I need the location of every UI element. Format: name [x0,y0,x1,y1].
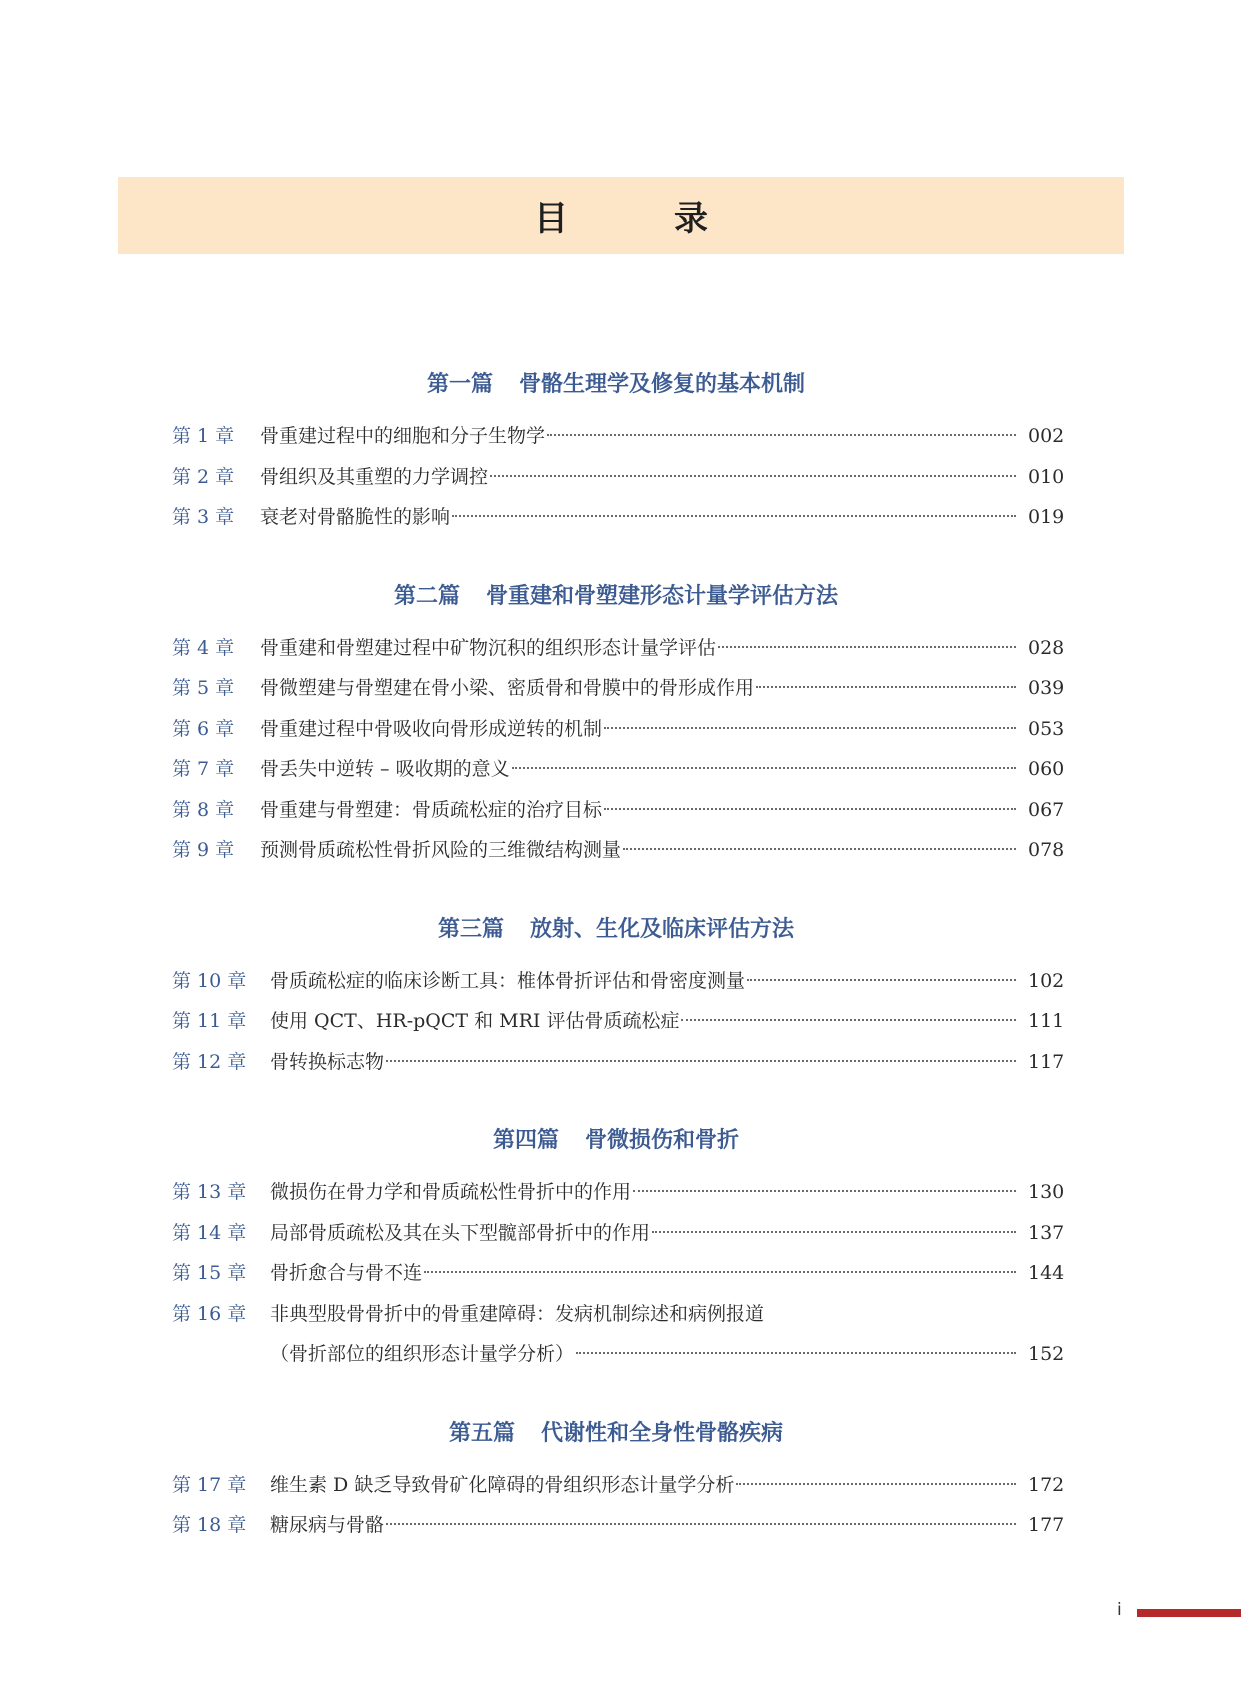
toc-title: 目 录 [534,199,744,239]
page-number: 130 [1028,1181,1065,1203]
chapter-title: 骨重建过程中骨吸收向骨形成逆转的机制 [260,717,603,740]
chapter-title: 骨重建过程中的细胞和分子生物学 [260,425,546,447]
page-number: 067 [1028,798,1065,821]
page-number: 152 [1028,1343,1065,1365]
toc-entry[interactable] [172,497,1065,538]
page-number: 111 [1028,1010,1065,1032]
chapter-label: 第 2 章 [172,465,235,488]
part-name: 骨重建和骨塑建形态计量学评估方法 [486,583,839,609]
toc-entry[interactable] [172,1465,1065,1506]
chapter-label: 第 5 章 [172,677,235,699]
chapter-title: 骨丢失中逆转 – 吸收期的意义 [260,758,510,780]
part-1 [172,362,1065,574]
leader-dots [452,515,1016,517]
footer-page-number: i [1117,1600,1122,1620]
page-number: 102 [1028,969,1065,992]
toc-entry[interactable] [172,1294,1060,1335]
chapter-title: 衰老对骨骼脆性的影响 [260,506,451,528]
leader-dots [512,767,1016,769]
chapter-label: 第 16 章 [172,1302,247,1325]
chapter-title: 使用 QCT、HR-pQCT 和 MRI 评估骨质疏松症 [270,1010,680,1032]
toc-entry[interactable] [172,790,1065,831]
page-number: 137 [1028,1221,1065,1244]
toc-title-band [118,177,1124,254]
toc-entry[interactable] [172,1213,1065,1254]
part-heading[interactable] [172,574,1060,620]
leader-dots [604,808,1016,810]
toc-entry[interactable] [172,1001,1065,1042]
leader-dots [736,1483,1016,1485]
leader-dots [623,848,1016,850]
chapter-label: 第 18 章 [172,1514,247,1536]
chapter-label: 第 7 章 [172,758,235,780]
part-5 [172,1411,1065,1546]
toc-entry[interactable] [172,1505,1065,1546]
page-number: 028 [1028,636,1065,659]
toc-entry-continuation[interactable] [172,1334,1065,1375]
toc-entry[interactable] [172,961,1065,1002]
leader-dots [747,979,1016,981]
chapter-title: 预测骨质疏松性骨折风险的三维微结构测量 [260,839,622,861]
page-number: 019 [1028,506,1065,528]
part-number: 第四篇 [492,1128,559,1153]
page-number: 172 [1028,1473,1065,1496]
part-4 [172,1118,1065,1411]
leader-dots [386,1060,1016,1062]
part-heading[interactable] [172,362,1060,408]
toc-entry[interactable] [172,628,1065,669]
chapter-label: 第 17 章 [172,1473,247,1496]
leader-dots [576,1352,1016,1354]
part-number: 第一篇 [426,372,493,397]
part-number: 第二篇 [393,583,460,609]
chapter-label: 第 13 章 [172,1181,247,1203]
leader-dots [633,1190,1016,1192]
part-number: 第五篇 [448,1420,515,1446]
chapter-title: 微损伤在骨力学和骨质疏松性骨折中的作用 [270,1181,632,1203]
chapter-title: 骨质疏松症的临床诊断工具：椎体骨折评估和骨密度测量 [270,969,746,992]
toc-entry[interactable] [172,457,1065,498]
toc-entry[interactable] [172,668,1065,709]
chapter-label: 第 10 章 [172,969,247,992]
leader-dots [490,475,1016,477]
part-2 [172,574,1065,907]
page-number: 144 [1028,1262,1065,1284]
part-name: 放射、生化及临床评估方法 [530,916,795,942]
part-heading[interactable] [172,1118,1060,1164]
page-number: 039 [1028,677,1065,699]
chapter-label: 第 8 章 [172,798,235,821]
leader-dots [604,727,1016,729]
chapter-title: 糖尿病与骨骼 [270,1514,385,1536]
page-number: 053 [1028,717,1065,740]
page-number: 117 [1028,1050,1065,1073]
toc-entry[interactable] [172,1253,1065,1294]
chapter-label: 第 1 章 [172,425,235,447]
part-spacer [172,1082,1060,1118]
part-spacer [172,538,1060,574]
chapter-title: 骨微塑建与骨塑建在骨小梁、密质骨和骨膜中的骨形成作用 [260,677,755,699]
part-heading[interactable] [172,1411,1060,1457]
leader-dots [756,686,1016,688]
page-number: 177 [1028,1514,1065,1536]
chapter-title: 骨重建与骨塑建：骨质疏松症的治疗目标 [260,798,603,821]
chapter-label: 第 11 章 [172,1010,247,1032]
part-spacer [172,871,1060,907]
part-name: 代谢性和全身性骨骼疾病 [541,1420,784,1446]
page-number: 078 [1028,839,1065,861]
part-heading[interactable] [172,907,1060,953]
chapter-label: 第 4 章 [172,636,235,659]
page-number: 060 [1028,758,1065,780]
chapter-label: 第 12 章 [172,1050,247,1073]
chapter-label: 第 9 章 [172,839,235,861]
toc-entry[interactable] [172,830,1065,871]
chapter-title: 骨转换标志物 [270,1050,385,1073]
chapter-label: 第 3 章 [172,506,235,528]
part-name: 骨微损伤和骨折 [585,1128,740,1153]
footer-accent-bar [1137,1609,1241,1617]
leader-dots [547,434,1016,436]
table-of-contents [172,362,1065,1546]
part-number: 第三篇 [437,916,504,942]
toc-entry[interactable] [172,709,1065,750]
part-3 [172,907,1065,1119]
chapter-title: 局部骨质疏松及其在头下型髋部骨折中的作用 [270,1221,651,1244]
leader-dots [718,646,1016,648]
chapter-title: 维生素 D 缺乏导致骨矿化障碍的骨组织形态计量学分析 [270,1473,735,1496]
leader-dots [424,1271,1016,1273]
page-number: 010 [1028,465,1065,488]
page-number: 002 [1028,425,1065,447]
part-spacer [172,1375,1060,1411]
part-name: 骨骼生理学及修复的基本机制 [519,372,806,397]
chapter-title-continuation: （骨折部位的组织形态计量学分析） [270,1343,575,1365]
chapter-title: 骨重建和骨塑建过程中矿物沉积的组织形态计量学评估 [260,636,717,659]
toc-entry[interactable] [172,416,1065,457]
leader-dots [681,1019,1016,1021]
chapter-title: 骨折愈合与骨不连 [270,1262,423,1284]
chapter-title: 骨组织及其重塑的力学调控 [260,465,489,488]
toc-entry[interactable] [172,749,1065,790]
chapter-label: 第 15 章 [172,1262,247,1284]
chapter-label: 第 6 章 [172,717,235,740]
toc-entry[interactable] [172,1042,1065,1083]
leader-dots [386,1523,1016,1525]
chapter-title: 非典型股骨骨折中的骨重建障碍：发病机制综述和病例报道 [270,1302,765,1325]
toc-entry[interactable] [172,1172,1065,1213]
chapter-label: 第 14 章 [172,1221,247,1244]
leader-dots [652,1231,1016,1233]
